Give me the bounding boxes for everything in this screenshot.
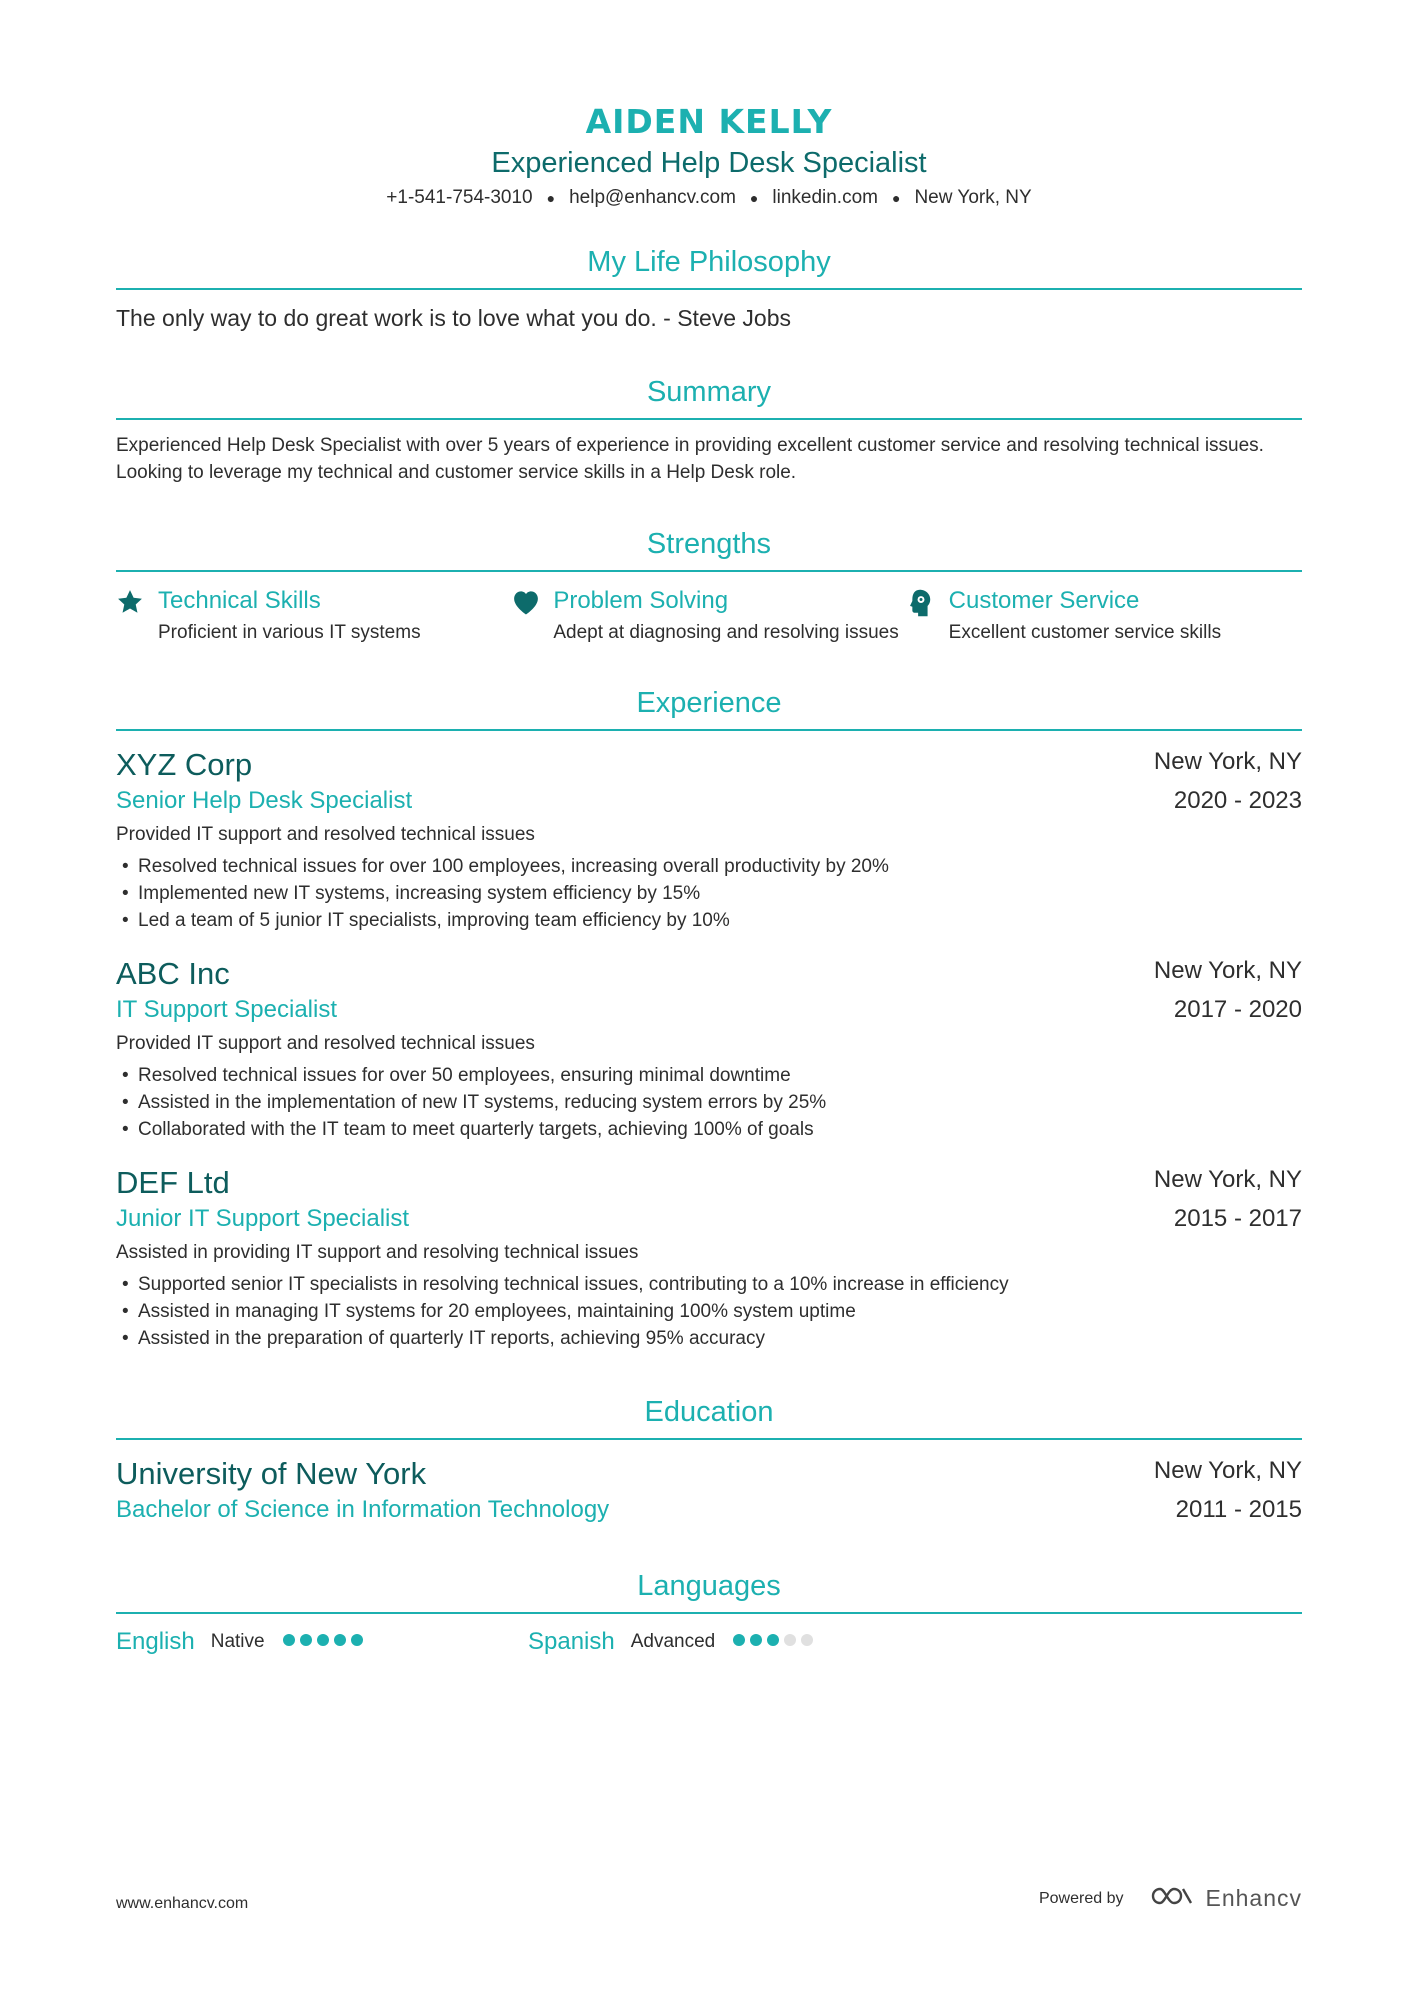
school-location: New York, NY — [1153, 1457, 1302, 1485]
language-level: Native — [210, 1631, 265, 1653]
enhancv-logo-icon — [1149, 1884, 1195, 1913]
star-icon — [116, 586, 158, 645]
strength-item — [907, 586, 1302, 645]
language-rating — [733, 1633, 818, 1651]
job-dates: 2017 - 2020 — [1173, 996, 1302, 1024]
job-role: Junior IT Support Specialist — [116, 1205, 410, 1233]
company-name: XYZ Corp — [116, 747, 253, 783]
job-location: New York, NY — [1153, 1166, 1302, 1194]
rating-dot — [283, 1634, 295, 1646]
separator-dot: ● — [546, 190, 556, 206]
job-dates: 2015 - 2017 — [1173, 1205, 1302, 1233]
job-description: Provided IT support and resolved technical issues — [116, 824, 535, 846]
rating-dot — [317, 1634, 329, 1646]
summary-text: Experienced Help Desk Specialist with over 5 years of experience in providing excellent customer service and resolving technical issues. Looking to leverage my technical and customer service skills in a Help Desk role. — [116, 435, 1264, 484]
phone: +1-541-754-3010 — [386, 187, 533, 209]
section-title: Experience — [116, 683, 1302, 731]
bullet-item: • Assisted in the implementation of new IT systems, reducing system errors by 25% — [116, 1089, 1302, 1116]
school-name: University of New York — [116, 1456, 427, 1492]
language-level: Advanced — [630, 1631, 716, 1653]
strength-desc: Proficient in various IT systems — [158, 622, 421, 644]
resume-header — [116, 100, 1302, 212]
rating-dot — [784, 1634, 796, 1646]
strengths-section — [116, 524, 1302, 645]
section-title: My Life Philosophy — [116, 242, 1302, 290]
bullet-item: • Resolved technical issues for over 50 employees, ensuring minimal downtime — [116, 1062, 1302, 1089]
strength-item — [116, 586, 511, 645]
rating-dot — [351, 1634, 363, 1646]
education-entry — [116, 1454, 1302, 1526]
bullet-item: • Implemented new IT systems, increasing system efficiency by 15% — [116, 880, 1302, 907]
job-bullets — [116, 853, 1302, 934]
bullet-item: • Assisted in managing IT systems for 20 employees, maintaining 100% system uptime — [116, 1298, 1302, 1325]
rating-dot — [750, 1634, 762, 1646]
rating-dot — [767, 1634, 779, 1646]
section-title: Languages — [116, 1566, 1302, 1614]
linkedin[interactable]: linkedin.com — [772, 187, 878, 209]
section-title: Education — [116, 1392, 1302, 1440]
bullet-item: • Resolved technical issues for over 100 employees, increasing overall productivity by 20% — [116, 853, 1302, 880]
company-name: DEF Ltd — [116, 1165, 230, 1201]
philosophy-section — [116, 242, 1302, 334]
candidate-name: AIDEN KELLY — [585, 102, 833, 141]
strength-item — [511, 586, 906, 645]
powered-by-label: Powered by — [1038, 1889, 1124, 1907]
job-bullets — [116, 1062, 1302, 1143]
language-rating — [283, 1633, 368, 1651]
strength-title: Technical Skills — [158, 587, 321, 615]
education-dates: 2011 - 2015 — [1175, 1496, 1302, 1524]
footer-branding — [1039, 1884, 1302, 1913]
experience-section — [116, 683, 1302, 1352]
strength-title: Customer Service — [948, 587, 1140, 615]
language-name: Spanish — [528, 1628, 615, 1656]
heart-icon — [511, 586, 553, 645]
bullet-item: • Assisted in the preparation of quarterly IT reports, achieving 95% accuracy — [116, 1325, 1302, 1352]
rating-dot — [733, 1634, 745, 1646]
section-title: Strengths — [116, 524, 1302, 572]
rating-dot — [334, 1634, 346, 1646]
email[interactable]: help@enhancv.com — [569, 187, 736, 209]
resume-page — [116, 100, 1302, 1656]
education-section — [116, 1392, 1302, 1526]
language-item — [116, 1628, 528, 1656]
job-bullets — [116, 1271, 1302, 1352]
language-name: English — [116, 1628, 195, 1656]
separator-dot: ● — [749, 190, 759, 206]
location: New York, NY — [914, 187, 1032, 209]
separator-dot: ● — [891, 190, 901, 206]
languages-section — [116, 1566, 1302, 1656]
strength-title: Problem Solving — [553, 587, 729, 615]
strength-desc: Adept at diagnosing and resolving issues — [553, 622, 899, 644]
job-location: New York, NY — [1153, 957, 1302, 985]
job-description: Provided IT support and resolved technical issues — [116, 1033, 535, 1055]
company-name: ABC Inc — [116, 956, 230, 992]
job-location: New York, NY — [1153, 748, 1302, 776]
job-entry — [116, 745, 1302, 934]
bullet-item: • Collaborated with the IT team to meet quarterly targets, achieving 100% of goals — [116, 1116, 1302, 1143]
job-dates: 2020 - 2023 — [1173, 787, 1302, 815]
summary-section — [116, 372, 1302, 486]
brand-name: Enhancv — [1205, 1885, 1302, 1911]
footer-website[interactable]: www.enhancv.com — [116, 1895, 249, 1912]
section-title: Summary — [116, 372, 1302, 420]
job-entry — [116, 954, 1302, 1143]
job-description: Assisted in providing IT support and resolving technical issues — [116, 1242, 639, 1264]
rating-dot — [300, 1634, 312, 1646]
degree: Bachelor of Science in Information Technology — [116, 1496, 610, 1524]
head-icon — [907, 586, 949, 645]
bullet-item: • Led a team of 5 junior IT specialists, improving team efficiency by 10% — [116, 907, 1302, 934]
language-item — [528, 1628, 940, 1656]
philosophy-quote: The only way to do great work is to love what you do. - Steve Jobs — [116, 305, 792, 332]
rating-dot — [801, 1634, 813, 1646]
candidate-headline: Experienced Help Desk Specialist — [491, 147, 927, 179]
strength-desc: Excellent customer service skills — [948, 622, 1222, 644]
job-entry — [116, 1163, 1302, 1352]
bullet-item: • Supported senior IT specialists in resolving technical issues, contributing to a 10% increase in efficiency — [116, 1271, 1302, 1298]
job-role: IT Support Specialist — [116, 996, 338, 1024]
contact-line — [116, 184, 1302, 212]
job-role: Senior Help Desk Specialist — [116, 787, 413, 815]
